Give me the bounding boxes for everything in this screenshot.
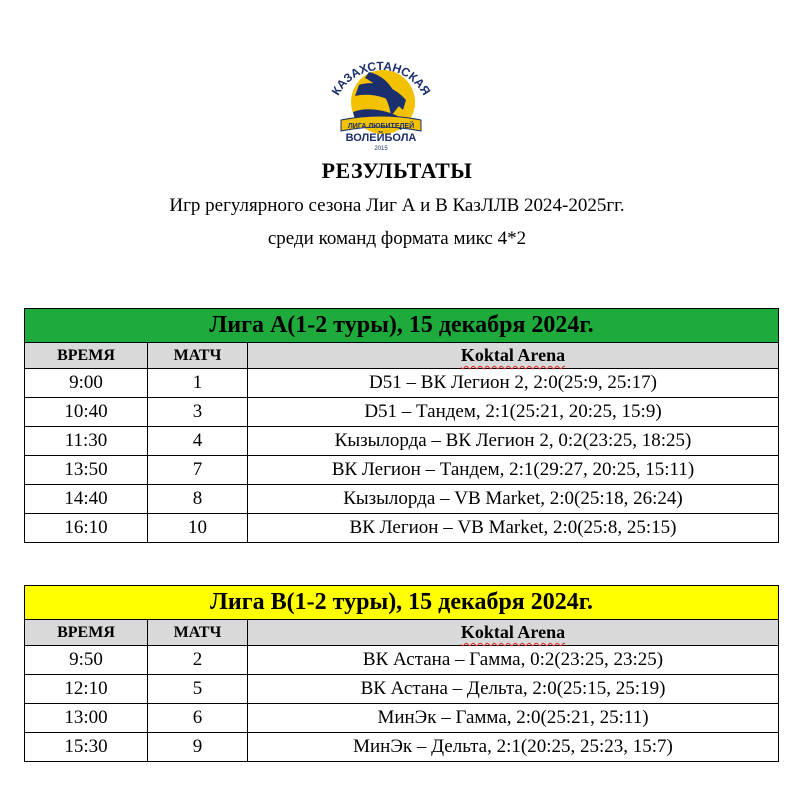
table-row: [25, 456, 779, 485]
league-b-header-row: [25, 586, 779, 620]
column-header-match: МАТЧ: [148, 343, 248, 369]
cell-result: D51 – Тандем, 2:1(25:21, 20:25, 15:9): [248, 398, 779, 427]
league-a-header-row: [25, 309, 779, 343]
cell-result: ВК Астана – Гамма, 0:2(23:25, 23:25): [248, 646, 779, 675]
cell-result: Кызылорда – ВК Легион 2, 0:2(23:25, 18:25): [248, 427, 779, 456]
cell-time: 15:30: [25, 733, 148, 762]
cell-time: 10:40: [25, 398, 148, 427]
cell-result: D51 – ВК Легион 2, 2:0(25:9, 25:17): [248, 369, 779, 398]
cell-match: 9: [148, 733, 248, 762]
cell-result: Кызылорда – VB Market, 2:0(25:18, 26:24): [248, 485, 779, 514]
table-row: [25, 485, 779, 514]
table-row: [25, 675, 779, 704]
table-row: [25, 733, 779, 762]
column-header-venue: Koktal Arena: [248, 620, 779, 646]
column-header-time: ВРЕМЯ: [25, 343, 148, 369]
cell-result: ВК Легион – Тандем, 2:1(29:27, 20:25, 15:11): [248, 456, 779, 485]
league-b-table: [24, 585, 779, 762]
league-b-column-headers: [25, 620, 779, 646]
logo-ribbon-text: ЛИГА ЛЮБИТЕЛЕЙ: [347, 123, 415, 130]
cell-match: 4: [148, 427, 248, 456]
league-a-table: [24, 308, 779, 543]
league-logo: [311, 40, 451, 155]
cell-result: ВК Астана – Дельта, 2:0(25:15, 25:19): [248, 675, 779, 704]
cell-match: 8: [148, 485, 248, 514]
cell-match: 10: [148, 514, 248, 543]
cell-match: 3: [148, 398, 248, 427]
cell-time: 11:30: [25, 427, 148, 456]
league-a-title: Лига А(1-2 туры), 15 декабря 2024г.: [25, 309, 779, 343]
cell-match: 7: [148, 456, 248, 485]
logo-year: 2015: [374, 146, 388, 152]
table-row: [25, 704, 779, 733]
column-header-match: МАТЧ: [148, 620, 248, 646]
league-a-column-headers: [25, 343, 779, 369]
cell-match: 5: [148, 675, 248, 704]
cell-time: 13:50: [25, 456, 148, 485]
subtitle-format: среди команд формата микс 4*2: [267, 228, 527, 249]
logo-arc-text: КАЗАХСТАНСКАЯ: [328, 58, 434, 98]
page-title: РЕЗУЛЬТАТЫ: [321, 158, 473, 183]
table-row: [25, 427, 779, 456]
column-header-time: ВРЕМЯ: [25, 620, 148, 646]
cell-time: 12:10: [25, 675, 148, 704]
table-row: [25, 398, 779, 427]
subtitle-season: Игр регулярного сезона Лиг А и В КазЛЛВ 2024-2025гг.: [169, 195, 625, 216]
cell-time: 13:00: [25, 704, 148, 733]
table-row: [25, 514, 779, 543]
table-row: [25, 369, 779, 398]
cell-time: 9:50: [25, 646, 148, 675]
logo-main-text: ВОЛЕЙБОЛА: [345, 132, 417, 144]
cell-result: МинЭк – Дельта, 2:1(20:25, 25:23, 15:7): [248, 733, 779, 762]
cell-result: МинЭк – Гамма, 2:0(25:21, 25:11): [248, 704, 779, 733]
cell-time: 9:00: [25, 369, 148, 398]
league-b-title: Лига В(1-2 туры), 15 декабря 2024г.: [25, 586, 779, 620]
cell-result: ВК Легион – VB Market, 2:0(25:8, 25:15): [248, 514, 779, 543]
cell-match: 1: [148, 369, 248, 398]
cell-time: 16:10: [25, 514, 148, 543]
cell-match: 6: [148, 704, 248, 733]
cell-match: 2: [148, 646, 248, 675]
table-row: [25, 646, 779, 675]
cell-time: 14:40: [25, 485, 148, 514]
column-header-venue: Koktal Arena: [248, 343, 779, 369]
